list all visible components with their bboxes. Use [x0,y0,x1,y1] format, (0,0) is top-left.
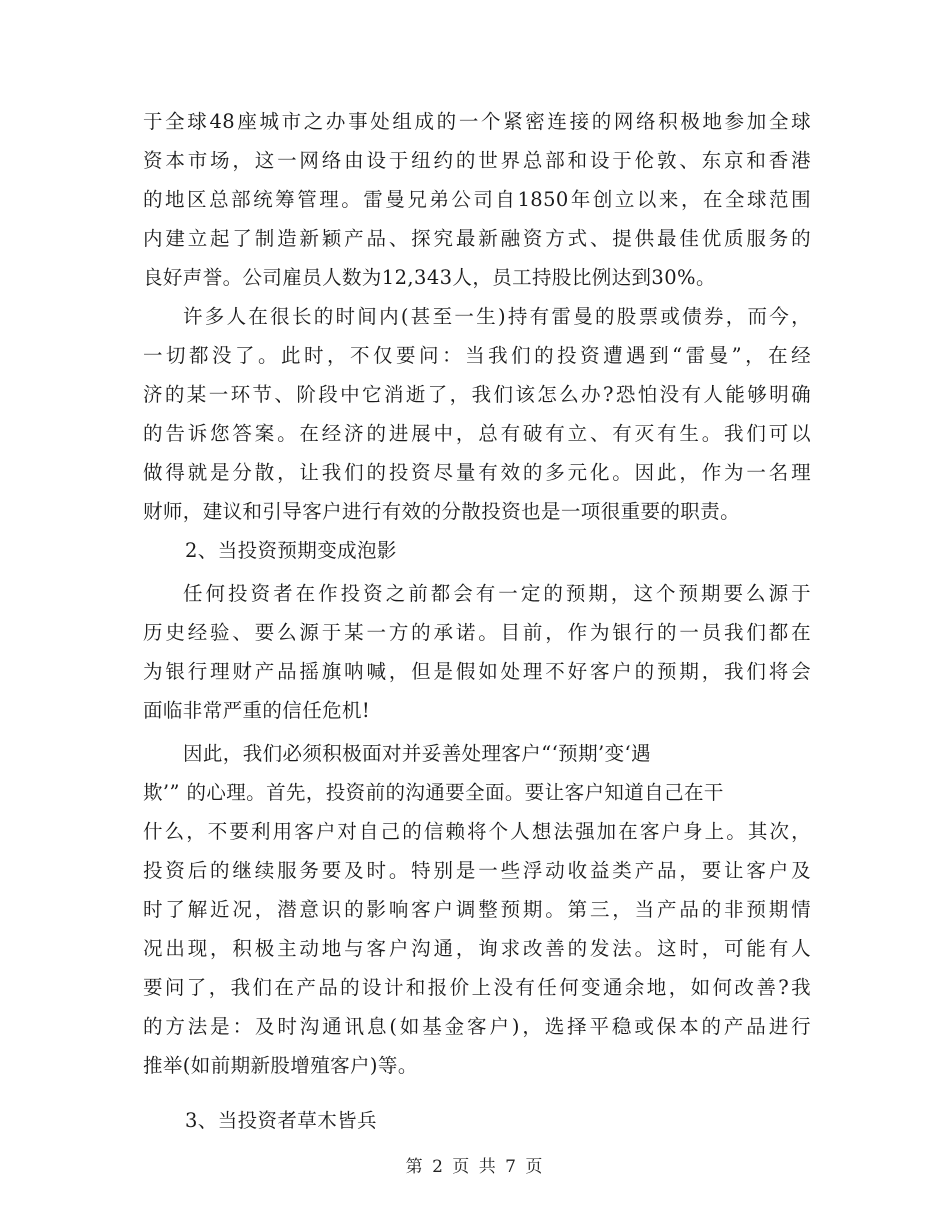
text-line: 面临非常严重的信任危机! [143,699,371,722]
section-heading: 3、当投资者草木皆兵 [185,1109,377,1132]
text-line: 因此，我们必须积极面对并妥善处理客户“‘预期’变‘遇 [183,742,651,765]
text-line: 济的某一环节、阶段中它消逝了，我们该怎么办?恐怕没有人能够明确 [143,383,811,406]
paragraph [143,297,811,531]
text-line: 历史经验、要么源于某一方的承诺。目前，作为银行的一员我们都在 [143,621,811,644]
text-line: 内建立起了制造新颖产品、探究最新融资方式、提供最佳优质服务的 [143,227,811,250]
document-body [143,102,811,1140]
text-line: 良好声誉。公司雇员人数为12,343人，员工持股比例达到30%。 [143,266,716,289]
paragraph [143,574,811,730]
text-line: 于全球48座城市之办事处组成的一个紧密连接的网络积极地参加全球 [143,110,811,133]
page-number-footer: 第 2 页 共 7 页 [405,1157,545,1177]
text-line: 做得就是分散，让我们的投资尽量有效的多元化。因此，作为一名理 [143,461,811,484]
text-line: 推举(如前期新股增殖客户)等。 [143,1054,418,1077]
text-line: 什么，不要利用客户对自己的信赖将个人想法强加在客户身上。其次， [143,820,811,843]
text-line: 为银行理财产品摇旗呐喊，但是假如处理不好客户的预期，我们将会 [143,660,811,683]
text-line: 时了解近况，潜意识的影响客户调整预期。第三，当产品的非预期情 [143,898,811,921]
text-line: 欺’” 的心理。首先，投资前的沟通要全面。要让客户知道自己在干 [143,781,724,804]
text-line: 要问了，我们在产品的设计和报价上没有任何变通余地，如何改善?我 [143,976,811,999]
paragraph-continuation [143,102,811,297]
text-line: 的告诉您答案。在经济的进展中，总有破有立、有灭有生。我们可以 [143,422,811,445]
text-line: 投资后的继续服务要及时。特别是一些浮动收益类产品，要让客户及 [143,859,811,882]
text-line: 资本市场，这一网络由设于纽约的世界总部和设于伦敦、东京和香港 [143,149,811,172]
text-line: 许多人在很长的时间内(甚至一生)持有雷曼的股票或债券，而今， [183,305,811,328]
text-line: 一切都没了。此时，不仅要问：当我们的投资遭遇到“雷曼”，在经 [143,344,811,367]
text-line: 财师，建议和引导客户进行有效的分散投资也是一项很重要的职责。 [143,500,741,523]
text-line: 况出现，积极主动地与客户沟通，询求改善的发法。这时，可能有人 [143,937,811,960]
section-heading: 2、当投资预期变成泡影 [185,539,397,562]
text-line: 任何投资者在作投资之前都会有一定的预期，这个预期要么源于 [183,582,811,605]
text-line: 的方法是：及时沟通讯息(如基金客户)，选择平稳或保本的产品进行 [143,1015,811,1038]
text-line: 的地区总部统筹管理。雷曼兄弟公司自1850年创立以来，在全球范围 [143,188,811,211]
paragraph [143,734,811,1085]
